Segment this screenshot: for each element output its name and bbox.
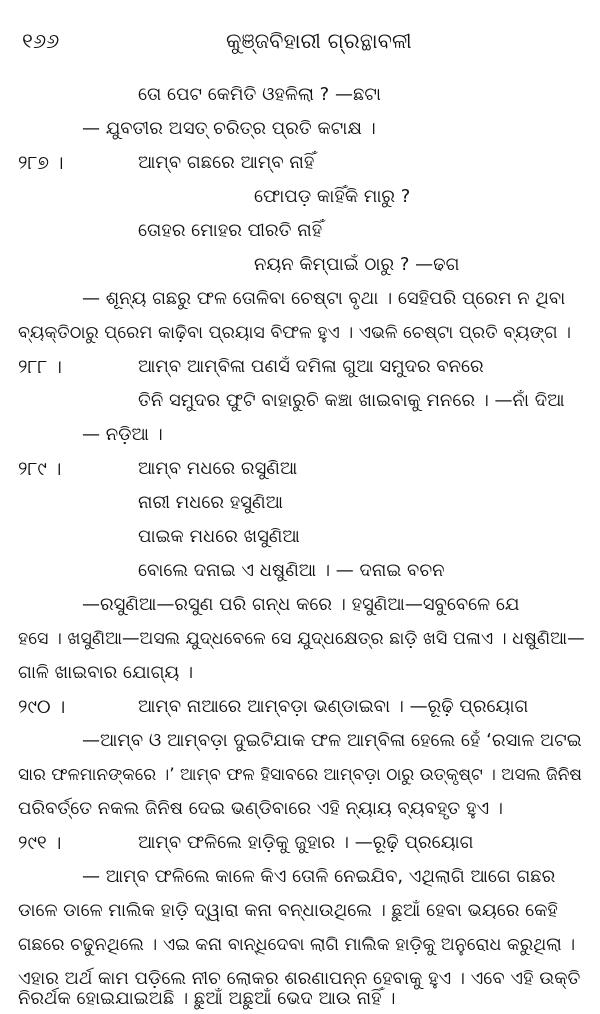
text-line: ପାଇକ ମଧରେ ଖସୁଣିଆ xyxy=(138,526,300,547)
text-line: ବୋଲେ ଦନାଇ ଏ ଧଷୁଣିଆ । — ଦନାଇ ବଚନ xyxy=(138,560,445,581)
text-line: ନୟନ କିମ୍ପାଇଁ ଠାରୁ ? —ଢଗ xyxy=(254,254,460,275)
text-line: ଗାଳି ଖାଇବାର ଯୋଗ୍ୟ । xyxy=(18,662,194,683)
text-line: — ଯୁବତୀର ଅସତ୍ ଚରିତ୍ର ପ୍ରତି କଟାକ୍ଷ । xyxy=(82,118,376,139)
text-line: — ନଡ଼ିଆ । xyxy=(82,424,163,445)
text-line: ଏହାର ଅର୍ଥ କାମ ପଡ଼ିଲେ ନୀଚ ଲୋକର ଶରଣାପନ୍ନ ହେବାକୁ ହୁଏ । ଏବେ ଏହି ଉକ୍ତି xyxy=(18,968,581,989)
text-line: —ରସୁଣିଆ—ରସୁଣ ପରି ଗନ୍ଧ କରେ । ହସୁଣିଆ—ସବୁବେଳେ ଯେ xyxy=(82,594,520,615)
page-number: ୧୬୬ xyxy=(22,29,60,53)
text-line: ଫୋପଡ଼ କାହିଁକି ମାରୁ ? xyxy=(254,186,411,207)
text-line: ହସେ । ଖସୁଣିଆ—ଅସଲ ଯୁଦ୍ଧବେଳେ ସେ ଯୁଦ୍ଧକ୍ଷେତ୍ର ଛାଡ଼ି ଖସି ପଳାଏ । ଧଷୁଣିଆ— xyxy=(18,629,585,649)
text-line: ତୋ ପେଟ କେମିତି ଓହଳିଲା ? —ଛଟା xyxy=(138,84,381,105)
text-line: ସାର ଫଳମାନଙ୍କରେ ।’ ଆମ୍ବ ଫଳ ହିସାବରେ ଆମ୍ବଡ଼ା ଠାରୁ ଉତ୍କୃଷ୍ଟ । ଅସଲ ଜିନିଷ xyxy=(18,765,582,785)
page-title: କୁଞ୍ଜବିହାରୀ ଗ୍ରନ୍ଥାବଳୀ xyxy=(226,29,412,53)
text-line: ନାରୀ ମଧରେ ହସୁଣିଆ xyxy=(138,492,284,513)
text-line: ଆମ୍ବ ଫଳିଲେ ହାଡ଼ିକୁ ଜୁହାର । —ରୂଢ଼ି ପ୍ରୟୋଗ xyxy=(138,832,474,853)
text-line: ପରିବର୍ତ୍ତେ ନକଲ ଜିନିଷ ଦେଇ ଭଣ୍ଡିବାରେ ଏହି ନ୍ୟାୟ ବ୍ୟବହୃତ ହୁଏ । xyxy=(18,798,503,819)
text-line: ତୋହର ମୋହର ପୀରତି ନାହିଁ xyxy=(138,220,323,241)
text-line: ନିରର୍ଥକ ହୋଇଯାଇଅଛି । ଛୁଆଁ ଅଛୁଆଁ ଭେଦ ଆଉ ନାହିଁ । xyxy=(18,988,396,1009)
entry-number: ୨୯୧ । xyxy=(18,832,62,854)
text-line: —ଆମ୍ବ ଓ ଆମ୍ବଡ଼ା ଦୁଇଟିଯାକ ଫଳ ଆମ୍ବିଳା ହେଲେ ହେଁ ‘ରସାଳ ଅଟଇ xyxy=(82,730,582,751)
text-line: ଡାଳେ ଡାଳେ ମାଲିକ ହାଡ଼ି ଦ୍ୱାରା କନା ବନ୍ଧାଉଥିଲେ । ଛୁଆଁ ହେବା ଭୟରେ କେହି xyxy=(18,900,558,921)
entry-number: ୨୮୭ । xyxy=(18,152,64,174)
text-line: ବ୍ୟକ୍ତିଠାରୁ ପ୍ରେମ କାଢ଼ିବା ପ୍ରୟାସ ବିଫଳ ହୁଏ । ଏଭଳି ଚେଷ୍ଟା ପ୍ରତି ବ୍ୟଙ୍ଗ । xyxy=(18,323,571,343)
text-line: ଆମ୍ବ ଆମ୍ବିଳା ପଣସଁ ଦମିଳା ଗୁଆ ସମୁଦର ବନରେ xyxy=(138,356,484,377)
text-line: ଗଛରେ ଚଢୁନଥିଲେ । ଏଇ କନା ବାନ୍ଧିଦେବା ଲାଗି ମାଲିକ ହାଡ଼ିକୁ ଅନୁରୋଧ କରୁଥିଲା । xyxy=(18,935,576,955)
text-line: — ଆମ୍ବ ଫଳିଲେ କାଳେ କିଏ ତୋଳି ନେଇଯିବ, ଏଥିଲାଗି ଆଗେ ଗଛର xyxy=(82,866,556,887)
entry-number: ୨୯୦ । xyxy=(18,696,66,718)
entry-number: ୨୮୮ । xyxy=(18,356,62,378)
text-line: — ଶୂନ୍ୟ ଗଛରୁ ଫଳ ତୋଳିବା ଚେଷ୍ଟା ବୃଥା । ସେହିପରି ପ୍ରେମ ନ ଥିବା xyxy=(82,288,566,309)
entry-number: ୨୮୯ । xyxy=(18,458,62,480)
text-line: ଆମ୍ବ ଗଛରେ ଆମ୍ବ ନାହିଁ xyxy=(138,152,315,173)
text-line: ତିନି ସମୁଦର ଫୁଟି ବାହାରୁଚି କଞ୍ଚା ଖାଇବାକୁ ମନରେ । —ନାଁ ଦିଆ xyxy=(138,390,565,411)
text-line: ଆମ୍ବ ମଧରେ ରସୁଣିଆ xyxy=(138,458,298,479)
text-line: ଆମ୍ବ ନାଆରେ ଆମ୍ବଡ଼ା ଭଣ୍ଡାଇବା । —ରୂଢ଼ି ପ୍ରୟୋଗ xyxy=(138,696,529,717)
